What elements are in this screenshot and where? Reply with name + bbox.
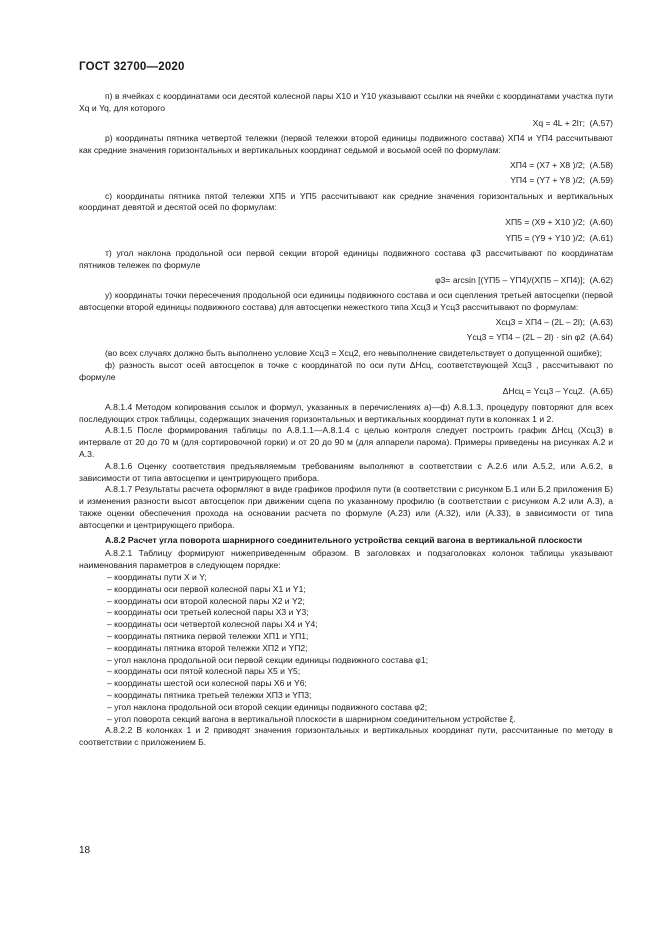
list-item: – угол наклона продольной оси первой секции единицы подвижного состава φ1; — [107, 654, 428, 665]
equation-number: (А.62) — [589, 274, 613, 285]
equation-formula: φ3= arcsin [(YП5 – YП4)/(XП5 – XП4)]; — [435, 274, 585, 285]
paragraph-note: (во всех случаях должно быть выполнено условие Xсц3 = Xсц2, его невыполнение свидетельствует о допущенной ошибке); — [105, 347, 602, 358]
equation-number: (А.64) — [589, 332, 613, 343]
paragraph-s: с) координаты пятника пятой тележки XП5 и YП5 рассчитывают как средние значения горизонтальных и вертикальных координат девятой и десятой осей по формулам: — [79, 190, 613, 213]
list-item: – координаты оси первой колесной пары X1 и Y1; — [107, 583, 306, 594]
document-body — [79, 91, 613, 749]
paragraph-a817: А.8.1.7 Результаты расчета оформляют в виде графиков профиля пути (в соответствии с рисунком Б.1 или Б.2 приложения Б) и изменения разности высот автосцепок при движении сцепа по указанному профилю (в соответствии с рисунком А.2 или А.3), а также оценки обеспечения прохода на основании расчета по формуле (А.23) или (А.32), или (А.33), в зависимости от типа автосцепки и центрирующего прибора. — [79, 484, 613, 530]
list-item: – координаты оси пятой колесной пары X5 и Y5; — [107, 666, 301, 677]
equation-number: (А.59) — [589, 175, 613, 186]
equation-a61 — [79, 233, 613, 246]
equation-formula: YП4 = (Y7 + Y8 )/2; — [510, 175, 585, 186]
list-item: – координаты оси четвертой колесной пары X4 и Y4; — [107, 619, 318, 630]
equation-a65 — [79, 386, 613, 399]
equation-a59 — [79, 175, 613, 188]
paragraph-a816: А.8.1.6 Оценку соответствия предъявляемым требованиям выполняют в соответствии с А.2.6 или А.5.2, или А.6.2, в зависимости от типа автосцепки и центрирующего прибора. — [79, 460, 613, 483]
equation-number: (А.58) — [589, 159, 613, 170]
equation-a58 — [79, 160, 613, 173]
equation-number: (А.57) — [589, 117, 613, 128]
equation-a63 — [79, 317, 613, 330]
list-item: – координаты пятника второй тележки XП2 и YП2; — [107, 642, 308, 653]
equation-a60 — [79, 217, 613, 230]
equation-formula: ΔHсц = Yсц3 – Yсц2. — [502, 386, 585, 397]
section-title-a82: А.8.2 Расчет угла поворота шарнирного соединительного устройства секций вагона в вертикальной плоскости — [105, 534, 583, 545]
list-item: – координаты оси второй колесной пары X2 и Y2; — [107, 595, 305, 606]
list-item: – координаты оси третьей колесной пары X3 и Y3; — [107, 607, 309, 618]
list-item: – координаты шестой оси колесной пары X6 и Y6; — [107, 678, 307, 689]
document-header: ГОСТ 32700—2020 — [79, 61, 185, 73]
equation-formula: Yсц3 = YП4 – (2L – 2l) · sin φ2 — [466, 332, 585, 343]
equation-a64 — [79, 332, 613, 345]
equation-formula: YП5 = (Y9 + Y10 )/2; — [505, 232, 585, 243]
equation-formula: XП4 = (X7 + X8 )/2; — [510, 159, 585, 170]
list-item: – угол наклона продольной оси второй секции единицы подвижного состава φ2; — [107, 701, 428, 712]
paragraph-a821: А.8.2.1 Таблицу формируют нижеприведенным образом. В заголовках и подзаголовках колонок таблицы указывают наименования параметров в следующем порядке: — [79, 548, 613, 571]
parameter-list — [79, 572, 613, 725]
equation-formula: XП5 = (X9 + X10 )/2; — [505, 217, 585, 228]
equation-formula: Xсц3 = XП4 – (2L – 2l); — [495, 316, 585, 327]
list-item: – угол поворота секций вагона в вертикальной плоскости в шарнирном соединительном устройстве ξ. — [107, 713, 516, 724]
paragraph-a814: А.8.1.4 Методом копирования ссылок и формул, указанных в перечислениях а)—ф) А.8.1.3, процедуру повторяют для всех последующих строк таблицы, содержащих значения горизонтальных и вертикальных координат пути в колонках 1 и 2. — [79, 401, 613, 424]
equation-a62 — [79, 275, 613, 288]
equation-a57 — [79, 118, 613, 131]
page-number: 18 — [79, 845, 91, 856]
equation-number: (А.63) — [589, 316, 613, 327]
paragraph-u: у) координаты точки пересечения продольной оси единицы подвижного состава и оси сцепления третьей автосцепки (первой автосцепки второй единицы подвижного состава) для автосцепки нежесткого типа Xсц3 и Yсц3 рассчитывают по формулам: — [79, 290, 613, 313]
paragraph-a815: А.8.1.5 После формирования таблицы по А.8.1.1—А.8.1.4 с целью контроля следует построить график ΔHсц (Xсц3) в интервале от 20 до 70 м (для сортировочной горки) и от 20 до 90 м (для аппарели парома). Примеры приведены на рисунках А.2 и А.3. — [79, 425, 613, 460]
list-item: – координаты пятника первой тележки XП1 и YП1; — [107, 631, 309, 641]
paragraph-r: р) координаты пятника четвертой тележки (первой тележки второй единицы подвижного состава) XП4 и YП4 рассчитывают как средние значения горизонтальных и вертикальных координат седьмой и восьмой осей по формулам: — [79, 133, 613, 155]
list-item: – координаты пути X и Y; — [107, 572, 207, 583]
equation-number: (А.60) — [589, 217, 613, 228]
equation-formula: Xq = 4L + 2lт; — [532, 117, 585, 128]
paragraph-t: т) угол наклона продольной оси первой секции второй единицы подвижного состава φ3 рассчитывают по координатам пятников тележек по формуле — [79, 248, 613, 271]
list-item: – координаты пятника третьей тележки XП3 и YП3; — [107, 689, 312, 700]
paragraph-n: п) в ячейках с координатами оси десятой колесной пары X10 и Y10 указывают ссылки на ячейки с координатами участка пути Xq и Yq, для которого — [79, 91, 613, 113]
equation-number: (А.61) — [589, 232, 613, 243]
paragraph-a822: А.8.2.2 В колонках 1 и 2 приводят значения горизонтальных и вертикальных координат пути, рассчитанные по методу в соответствии с приложением Б. — [79, 725, 613, 748]
equation-number: (А.65) — [589, 386, 613, 397]
paragraph-f: ф) разность высот осей автосцепок в точке с координатой по оси пути ΔHсц, соответствующей Xсц3 , рассчитывают по формуле — [79, 359, 613, 382]
